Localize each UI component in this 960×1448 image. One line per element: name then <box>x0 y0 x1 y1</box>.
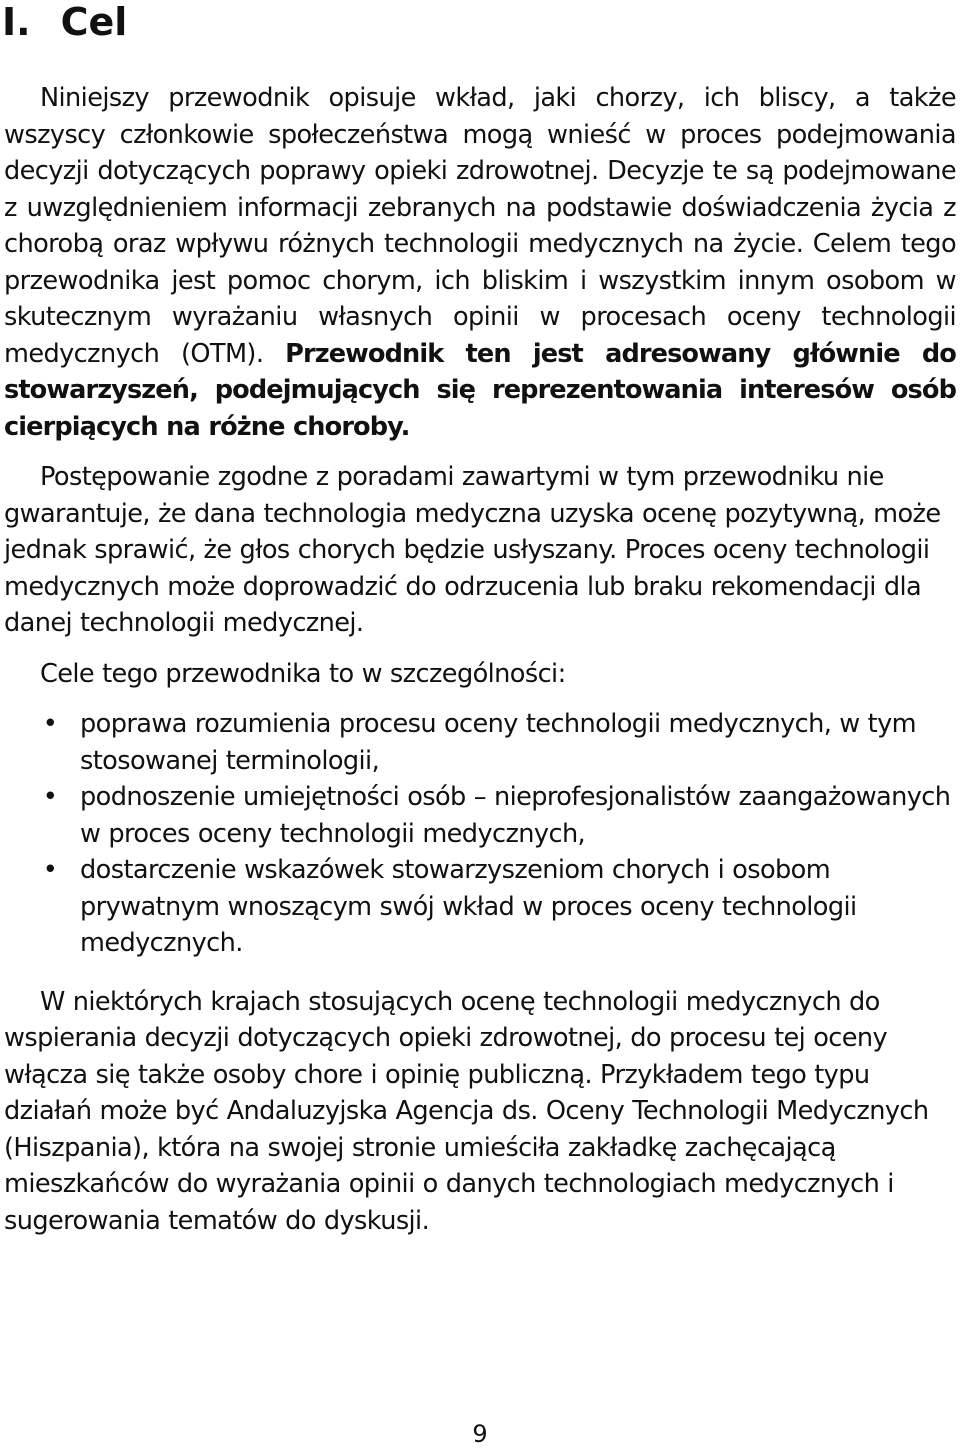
list-item <box>4 706 956 779</box>
goals-list <box>4 706 956 962</box>
list-item <box>4 852 956 962</box>
body-text <box>4 80 956 1253</box>
page-number: 9 <box>472 1420 488 1448</box>
list-item-text: podnoszenie umiejętności osób – nieprofesjonalistów zaangażowanych w proces oceny technologii medycznych, <box>80 782 951 849</box>
bullet-icon: • <box>42 855 58 885</box>
list-item-text: dostarczenie wskazówek stowarzyszeniom chorych i osobom prywatnym wnoszącym swój wkład w proces oceny technologii medycznych. <box>80 855 857 958</box>
list-item <box>4 779 956 852</box>
section-number: I. <box>2 0 31 44</box>
paragraph-purpose <box>4 80 956 445</box>
bullet-icon: • <box>42 709 58 739</box>
bullet-icon: • <box>42 782 58 812</box>
list-item-text: poprawa rozumienia procesu oceny technologii medycznych, w tym stosowanej terminologii, <box>80 709 916 776</box>
section-heading <box>2 0 127 44</box>
goals-intro: Cele tego przewodnika to w szczególności: <box>40 658 566 689</box>
paragraph-purpose-text: Niniejszy przewodnik opisuje wkład, jaki chorzy, ich bliscy, a także wszyscy członkowie społeczeństwa mogą wnieść w proces podejmowania decyzji dotyczących poprawy opieki zdrowotnej. Decyzje te są podejmowane z uwzględnieniem informacji zebranych na podstawie doświadczenia życia z chorobą oraz wpływu różnych technologii medycznych na życie. Celem tego przewodnika jest pomoc chorym, ich bliskim i wszystkim innym osobom w skutecznym wyrażaniu własnych opinii w procesach oceny technologii medycznych (OTM). <box>4 83 956 369</box>
paragraph-purpose-bold: Przewodnik ten jest adresowany głównie do stowarzyszeń, podejmujących się reprezentowania interesów osób cierpiących na różne choroby. <box>4 338 956 442</box>
section-title: Cel <box>60 0 128 44</box>
paragraph-disclaimer: Postępowanie zgodne z poradami zawartymi w tym przewodniku nie gwarantuje, że dana technologia medyczna uzyska ocenę pozytywną, może jednak sprawić, że głos chorych będzie usłyszany. Proces oceny technologii medycznych może doprowadzić do odrzucenia lub braku rekomendacji dla danej technologii medycznej. <box>4 462 941 638</box>
paragraph-examples: W niektórych krajach stosujących ocenę technologii medycznych do wspierania decyzji dotyczących opieki zdrowotnej, do procesu tej oceny włącza się także osoby chore i opinię publiczną. Przykładem tego typu działań może być Andaluzyjska Agencja ds. Oceny Technologii Medycznych (Hiszpania), która na swojej stronie umieściła zakładkę zachęcającą mieszkańców do wyrażania opinii o danych technologiach medycznych i sugerowania tematów do dyskusji. <box>4 986 929 1236</box>
